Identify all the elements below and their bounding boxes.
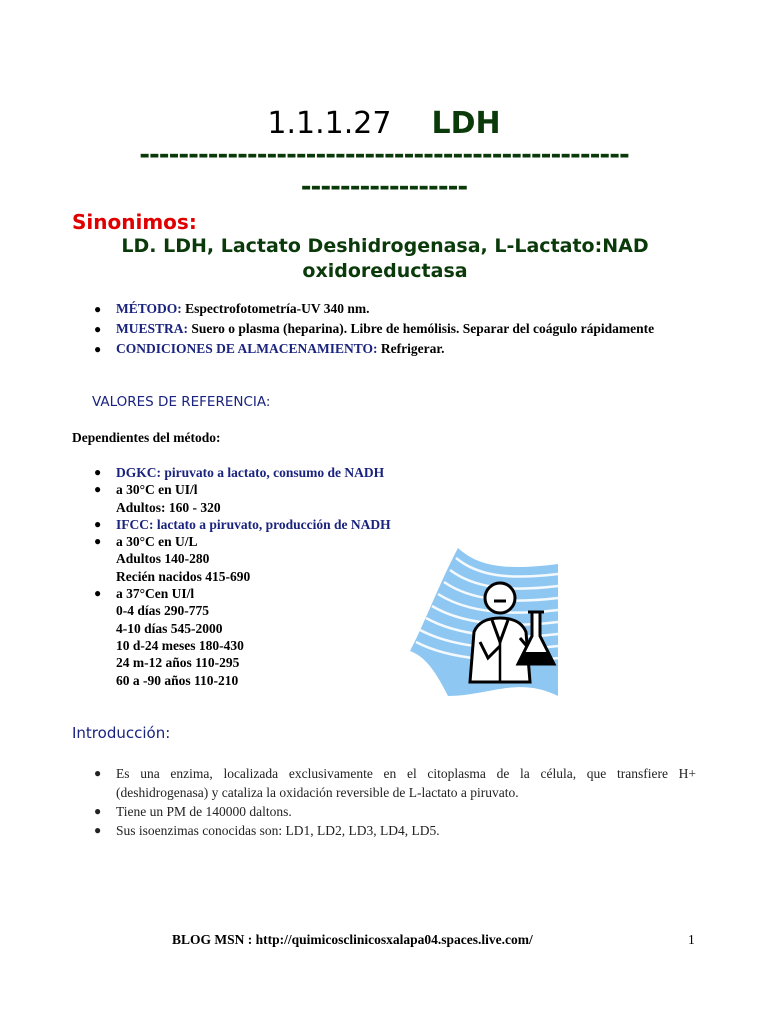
list-item: ● Tiene un PM de 140000 daltons. xyxy=(94,804,292,819)
footer-blog-link[interactable]: BLOG MSN : http://quimicosclinicosxalapa04.spaces.live.com/ xyxy=(172,932,533,947)
title-ldh: LDH xyxy=(431,106,501,141)
list-item: ● DGKC: piruvato a lactato, consumo de NADH xyxy=(94,465,385,480)
dash-separator-1: -------------------------------------------------- xyxy=(139,140,629,170)
info-value: Espectrofotometría-UV 340 nm. xyxy=(185,301,370,316)
introduction-list xyxy=(94,764,696,840)
info-label: CONDICIONES DE ALMACENAMIENTO: xyxy=(116,341,378,356)
list-item: ● MUESTRA: Suero o plasma (heparina). Libre de hemólisis. Separar del coágulo rápidamente xyxy=(94,321,655,336)
list-item: ● CONDICIONES DE ALMACENAMIENTO: Refrigerar. xyxy=(94,341,445,356)
method-line: DGKC: piruvato a lactato, consumo de NADH xyxy=(116,465,385,480)
info-label: MÉTODO: xyxy=(116,301,182,316)
page-number: 1 xyxy=(688,932,695,947)
list-item: ● IFCC: lactato a piruvato, producción de NADH xyxy=(94,516,391,532)
info-value: Suero o plasma (heparina). Libre de hemólisis. Separar del coágulo rápidamente xyxy=(191,321,655,336)
reference-values-list xyxy=(94,464,446,689)
list-item: ● a 30°C en U/L Adultos 140-280 Recién nacidos 415-690 xyxy=(94,534,251,584)
section-number: 1.1.1.27 xyxy=(267,106,392,141)
value-line: Adultos 140-280 xyxy=(116,551,210,567)
intro-text: Es una enzima, localizada exclusivamente en el citoplasma de la célula, que transfiere H+ (deshidrogenasa) y cataliza la oxidación reversible de L-lactato a piruvato. xyxy=(116,766,696,800)
reference-values-heading: VALORES DE REFERENCIA: xyxy=(92,394,271,410)
value-line: 10 d-24 meses 180-430 xyxy=(116,637,244,653)
synonyms-label: Sinonimos: xyxy=(72,210,197,234)
value-line: Recién nacidos 415-690 xyxy=(116,568,251,584)
value-line: a 30°C en U/L xyxy=(116,534,198,550)
list-item: ● a 37°Cen UI/l 0-4 días 290-775 4-10 días 545-2000 10 d-24 meses 180-430 24 m-12 años 110-295 60 a -90 años 110-210 xyxy=(94,586,244,688)
intro-text: Tiene un PM de 140000 daltons. xyxy=(116,804,292,819)
value-line: a 30°C en UI/l xyxy=(116,482,198,498)
intro-text: Sus isoenzimas conocidas son: LD1, LD2, LD3, LD4, LD5. xyxy=(116,823,440,838)
method-info-list xyxy=(94,300,676,360)
value-line: a 37°Cen UI/l xyxy=(116,586,195,602)
value-line: 24 m-12 años 110-295 xyxy=(116,655,240,671)
method-dependent-label: Dependientes del método: xyxy=(72,430,221,445)
synonyms-text: LD. LDH, Lactato Deshidrogenasa, L-Lactato:NAD oxidoreductasa xyxy=(121,235,649,282)
method-line: IFCC: lactato a piruvato, producción de NADH xyxy=(116,516,391,532)
scientist-with-flask-icon xyxy=(408,546,560,710)
dash-separator-2: ----------------- xyxy=(300,172,468,202)
value-line: 60 a -90 años 110-210 xyxy=(116,672,239,688)
list-item: ● Es una enzima, localizada exclusivamente en el citoplasma de la célula, que transfiere H+ (deshidrogenasa) y cataliza la oxidación reversible de L-lactato a piruvato. xyxy=(94,766,696,800)
page-title xyxy=(0,104,768,144)
value-line: 4-10 días 545-2000 xyxy=(116,620,223,636)
info-label: MUESTRA: xyxy=(116,321,189,336)
info-value: Refrigerar. xyxy=(380,341,445,356)
list-item: ● Sus isoenzimas conocidas son: LD1, LD2, LD3, LD4, LD5. xyxy=(94,823,440,838)
list-item: ● MÉTODO: Espectrofotometría-UV 340 nm. xyxy=(94,301,370,316)
introduction-heading: Introducción: xyxy=(72,724,171,742)
list-item: ● a 30°C en UI/l Adultos: 160 - 320 xyxy=(94,482,221,515)
value-line: Adultos: 160 - 320 xyxy=(116,499,221,515)
value-line: 0-4 días 290-775 xyxy=(116,603,210,619)
